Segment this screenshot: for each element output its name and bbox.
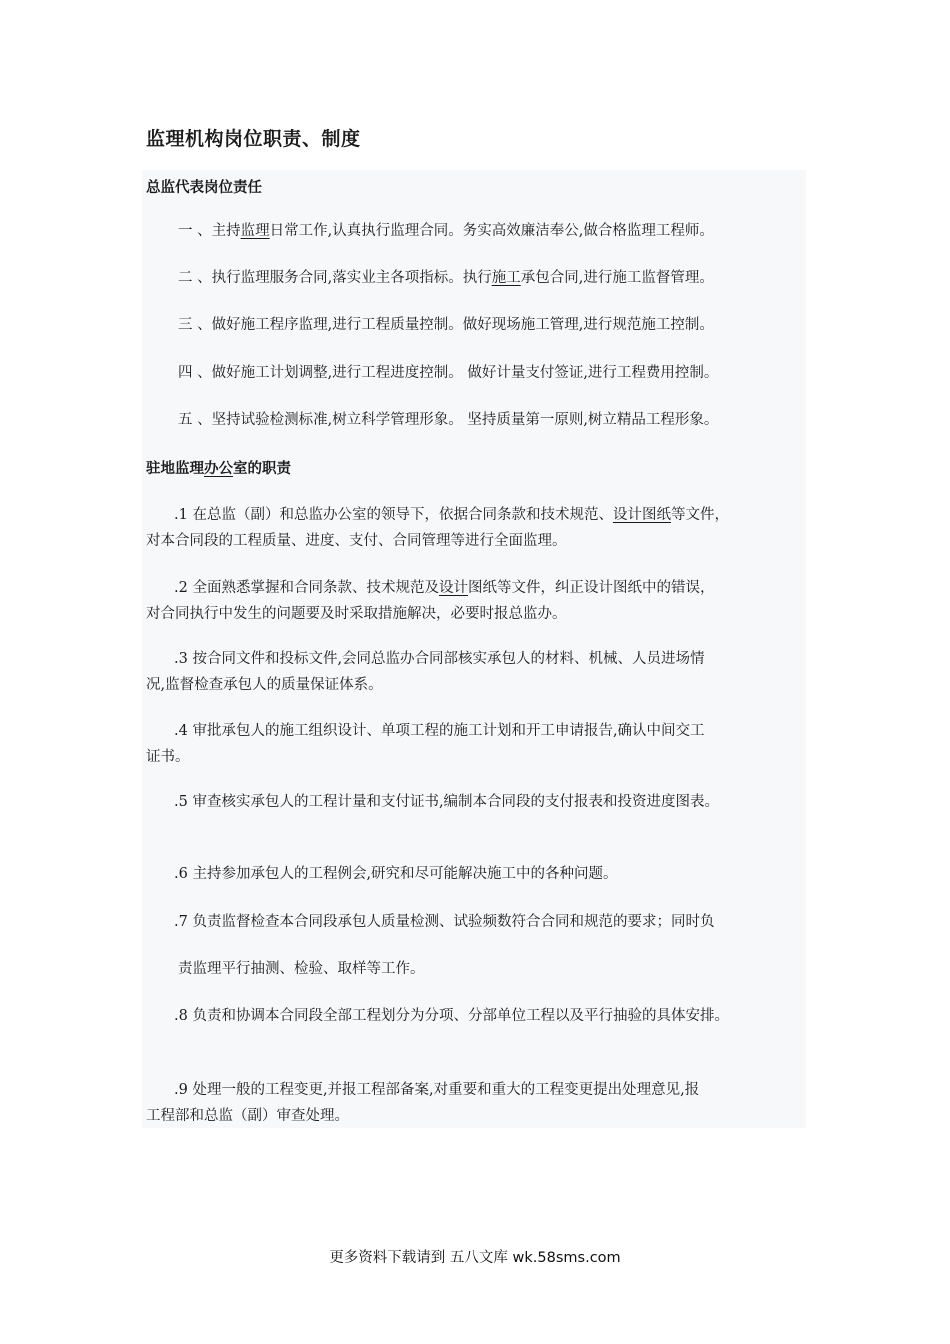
page-title: 监理机构岗位职责、制度: [146, 128, 361, 150]
footer-download-note: 更多资料下载请到 五八文库 wk.58sms.com: [329, 1250, 621, 1266]
resp-5: .5 审查核实承包人的工程计量和支付证书,编制本合同段的支付报表和投资进度图表。: [174, 794, 720, 810]
resp-4-line-2: 证书。: [146, 749, 190, 765]
link-sheji[interactable]: 设计: [438, 580, 468, 596]
link-shigong[interactable]: 施工: [491, 270, 521, 286]
resp-2-line-1: .2 全面熟悉掌握和合同条款、技术规范及设计图纸等文件，纠正设计图纸中的错误，: [174, 580, 715, 596]
resp-9-line-1: .9 处理一般的工程变更,并报工程部备案,对重要和重大的工程变更提出处理意见,报: [174, 1082, 700, 1098]
link-sheji-tuzhi[interactable]: 设计图纸: [612, 507, 671, 523]
duty-item-2: 二 、执行监理服务合同,落实业主各项指标。执行施工承包合同,进行施工监督管理。: [178, 270, 714, 286]
resp-7-line-2: 责监理平行抽测、检验、取样等工作。: [178, 961, 425, 977]
section-heading-deputy-director: 总监代表岗位责任: [146, 180, 262, 196]
resp-1-line-1: .1 在总监（副）和总监办公室的领导下，依据合同条款和技术规范、设计图纸等文件，: [174, 507, 729, 523]
section-heading-resident-office: 驻地监理办公室的职责: [146, 461, 291, 477]
resp-2-line-2: 对合同执行中发生的问题要及时采取措施解决，必要时报总监办。: [146, 606, 567, 622]
resp-4-line-1: .4 审批承包人的施工组织设计、单项工程的施工计划和开工申请报告,确认中间交工: [174, 723, 705, 739]
resp-1-line-2: 对本合同段的工程质量、进度、支付、合同管理等进行全面监理。: [146, 533, 567, 549]
duty-item-5: 五 、坚持试验检测标准,树立科学管理形象。 坚持质量第一原则,树立精品工程形象。: [178, 412, 719, 428]
link-jianli[interactable]: 监理: [240, 223, 270, 239]
link-bangong[interactable]: 办公: [204, 461, 233, 477]
duty-item-3: 三 、做好施工程序监理,进行工程质量控制。做好现场施工管理,进行规范施工控制。: [178, 317, 714, 333]
resp-7-line-1: .7 负责监督检查本合同段承包人质量检测、试验频数符合合同和规范的要求；同时负: [174, 914, 715, 930]
resp-3-line-2: 况,监督检查承包人的质量保证体系。: [146, 677, 383, 693]
resp-8: .8 负责和协调本合同段全部工程划分为分项、分部单位工程以及平行抽验的具体安排。: [174, 1008, 729, 1024]
duty-item-4: 四 、做好施工计划调整,进行工程进度控制。 做好计量支付签证,进行工程费用控制。: [178, 365, 719, 381]
resp-9-line-2: 工程部和总监（副）审查处理。: [146, 1108, 349, 1124]
resp-6: .6 主持参加承包人的工程例会,研究和尽可能解决施工中的各种问题。: [174, 866, 618, 882]
resp-3-line-1: .3 按合同文件和投标文件,会同总监办合同部核实承包人的材料、机械、人员进场情: [174, 651, 705, 667]
duty-item-1: 一 、主持监理日常工作,认真执行监理合同。务实高效廉洁奉公,做合格监理工程师。: [178, 223, 714, 239]
